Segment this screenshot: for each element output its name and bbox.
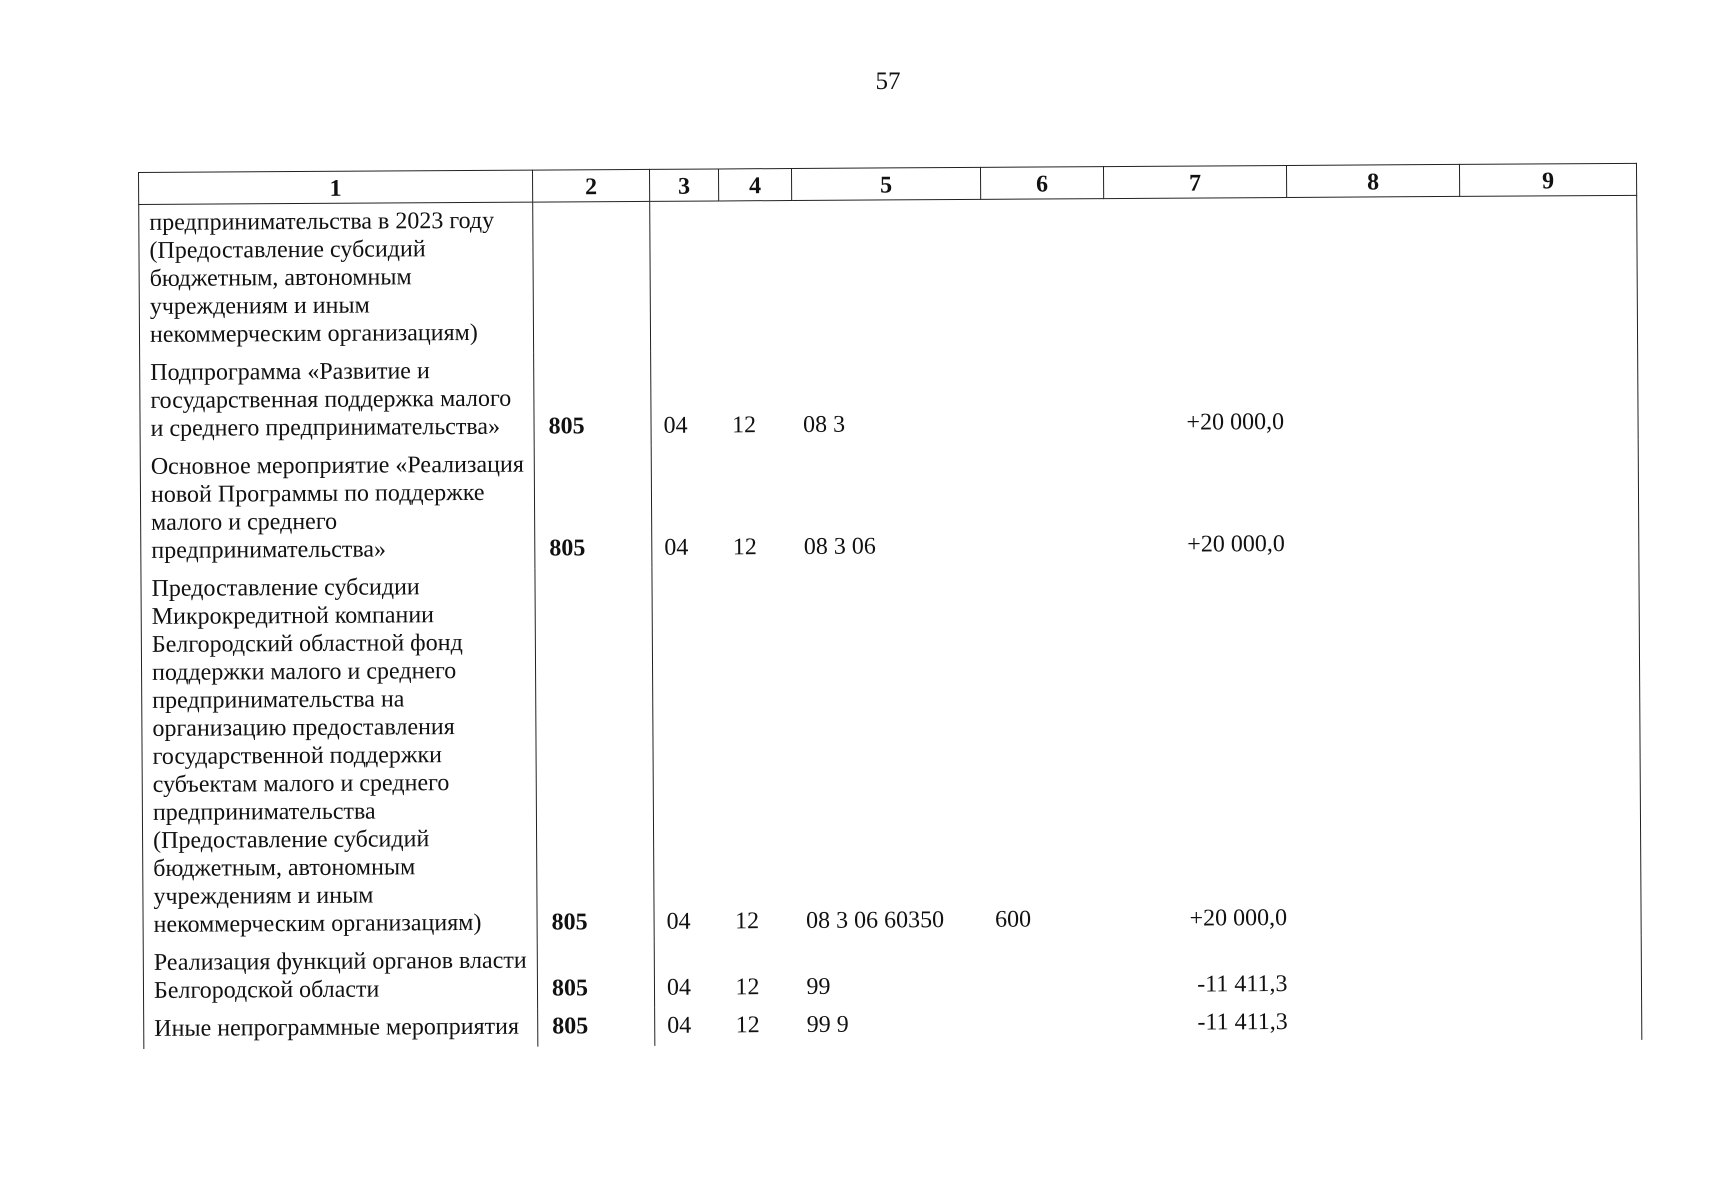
column-header: 2 [532,169,649,202]
row-name: Иные непрограммные мероприятия [144,1009,538,1049]
row-expense-type [982,443,1106,566]
row-admin-code: 805 [534,446,652,569]
row-amount: -11 411,3 [1197,970,1288,998]
page-number: 57 [875,68,901,95]
column-header: 5 [791,167,980,200]
row-amount: +20 000,0 [1187,531,1285,558]
row-target-article: 99 9 [806,1011,849,1038]
row-col9 [1460,195,1638,347]
column-header: 6 [980,167,1103,200]
row-section: 04 [666,908,691,935]
row-col8 [1288,347,1462,442]
table-row [143,936,1641,1011]
row-name: Предоставление субсидии Микрокредитной компании Белгородский областной фонд поддержки малого и среднего предпринимательства на организацию предоставления государственной поддержки субъектам малого и среднего предпринимательства (Предоставление субсидий бюджетным, автономным учреждениям и иным некоммерческим организациям) [141,569,537,945]
row-col9 [1465,1002,1642,1041]
row-target-article: 08 3 [802,411,846,438]
row-expense-type [985,939,1108,1006]
row-subsection [719,201,793,352]
row-section [650,201,720,352]
row-target-article: 08 3 06 [803,533,876,560]
row-name: Реализация функций органов власти Белгородской области [143,943,537,1011]
row-expense-type [982,349,1106,444]
table-row [141,562,1641,945]
row-col9 [1464,936,1641,1003]
row-expense-type [981,199,1105,350]
row-target-article: 08 3 06 60350 [806,907,945,934]
row-section: 04 [666,974,692,1001]
row-col8 [1289,563,1464,938]
row-amount [1104,197,1288,349]
row-admin-code: 805 [534,352,652,447]
column-header: 3 [649,169,718,201]
row-target-article: 99 [806,973,831,1000]
row-name: предпринимательства в 2023 году (Предоставление субсидий бюджетным, автономным учреждениям и иным некоммерческим организациям) [139,202,534,355]
row-col9 [1461,440,1639,563]
row-admin-code: 805 [537,942,654,1009]
column-header: 7 [1103,165,1286,198]
row-amount: -11 411,3 [1197,1008,1288,1036]
row-col9 [1461,346,1639,441]
column-header: 8 [1286,164,1459,197]
row-target-article [792,199,982,351]
row-admin-code: 805 [538,1008,655,1047]
row-admin-code: 805 [535,568,654,943]
row-section: 04 [663,412,688,439]
row-col9 [1462,562,1641,937]
column-header: 4 [718,169,791,201]
table-row [144,1002,1642,1049]
row-section: 04 [664,534,689,561]
row-amount: +20 000,0 [1189,904,1288,932]
row-admin-code [533,201,651,352]
row-name: Основное мероприятие «Реализация новой Программы по поддержке малого и среднего предпринимательства» [140,447,535,571]
row-col8 [1287,196,1461,348]
row-col8 [1288,441,1462,564]
row-name: Подпрограмма «Развитие и государственная поддержка малого и среднего предпринимательства» [140,353,535,449]
row-subsection: 12 [732,534,757,561]
row-col8 [1292,1003,1465,1042]
table-row [140,346,1639,449]
column-header: 1 [139,170,533,204]
table-row [140,440,1639,571]
table-row [139,195,1638,355]
row-subsection: 12 [735,908,760,935]
row-expense-type: 600 [995,906,1032,933]
row-amount: +20 000,0 [1186,409,1285,436]
column-header: 9 [1459,163,1636,196]
row-subsection: 12 [735,1012,760,1039]
budget-table [138,163,1642,1049]
row-expense-type [986,1005,1109,1044]
row-subsection: 12 [731,412,757,439]
row-col8 [1291,937,1464,1004]
row-subsection: 12 [735,974,760,1001]
row-section: 04 [667,1012,692,1039]
